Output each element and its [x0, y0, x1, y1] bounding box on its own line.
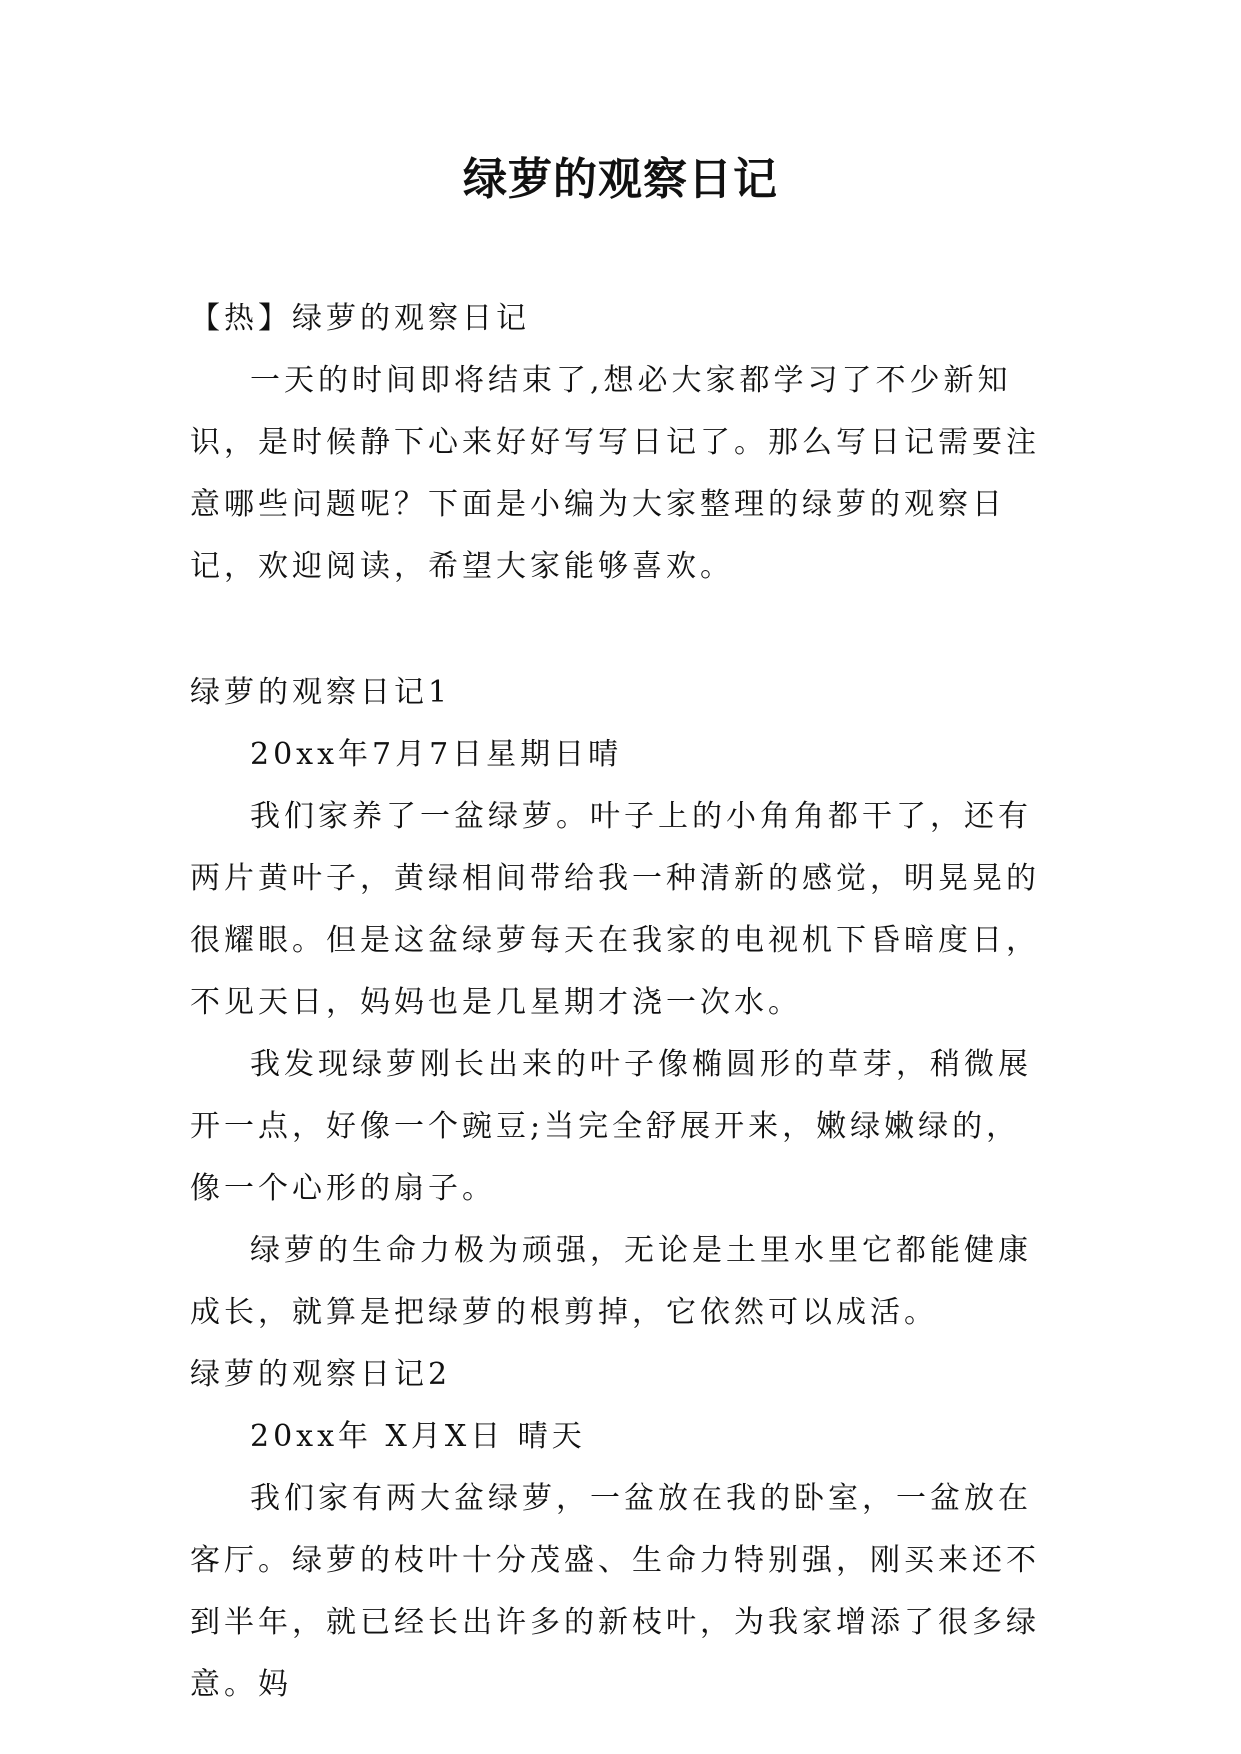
document-body [190, 288, 1050, 1716]
lead-line: 【热】绿萝的观察日记 [190, 301, 530, 336]
document-title: 绿萝的观察日记 [463, 154, 778, 205]
diary-date: 20xx年 X月X日 晴天 [250, 1419, 586, 1454]
section-spacer [190, 598, 1050, 662]
diary-paragraph: 我们家有两大盆绿萝，一盆放在我的卧室，一盆放在客厅。绿萝的枝叶十分茂盛、生命力特别强，刚买来还不到半年，就已经长出许多的新枝叶，为我家增添了很多绿意。妈 [190, 1481, 1040, 1702]
intro-paragraph: 一天的时间即将结束了,想必大家都学习了不少新知识，是时候静下心来好好写写日记了。那么写日记需要注意哪些问题呢？下面是小编为大家整理的绿萝的观察日记，欢迎阅读，希望大家能够喜欢。 [190, 363, 1040, 584]
diary-date: 20xx年7月7日星期日晴 [250, 737, 623, 772]
diary-paragraph: 我发现绿萝刚长出来的叶子像椭圆形的草芽，稍微展开一点，好像一个豌豆;当完全舒展开来，嫩绿嫩绿的，像一个心形的扇子。 [190, 1047, 1032, 1206]
section-heading: 绿萝的观察日记2 [190, 1357, 452, 1392]
diary-paragraph: 绿萝的生命力极为顽强，无论是土里水里它都能健康成长，就算是把绿萝的根剪掉，它依然可以成活。 [190, 1233, 1032, 1330]
section-heading: 绿萝的观察日记1 [190, 675, 452, 710]
diary-paragraph: 我们家养了一盆绿萝。叶子上的小角角都干了，还有两片黄叶子，黄绿相间带给我一种清新的感觉，明晃晃的很耀眼。但是这盆绿萝每天在我家的电视机下昏暗度日，不见天日，妈妈也是几星期才浇一次水。 [190, 799, 1040, 1020]
